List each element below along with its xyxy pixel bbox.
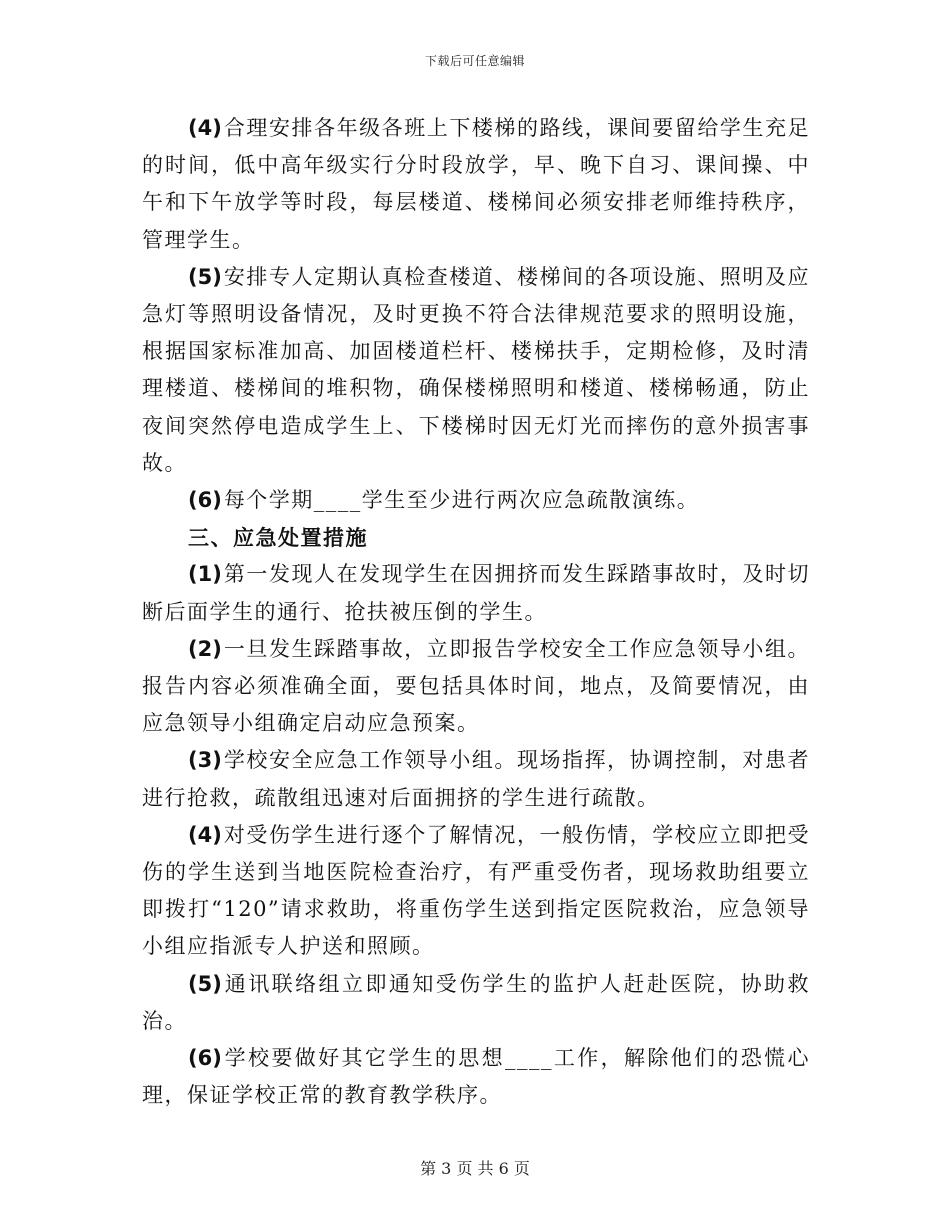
item-number: (3) [188,748,222,773]
item-number: (4) [188,822,222,847]
paragraph [142,482,810,519]
paragraph [142,556,810,630]
paragraph-text: 安排专人定期认真检查楼道、楼梯间的各项设施、照明及应急灯等照明设备情况，及时更换不符合法律规范要求的照明设施，根据国家标准加高、加固楼道栏杆、楼梯扶手，定期检修，及时清理楼道、楼梯间的堆积物，确保楼梯照明和楼道、楼梯畅通，防止夜间突然停电造成学生上、下楼梯时因无灯光而摔伤的意外损害事故。 [142,264,810,475]
item-number: (6) [188,1046,222,1071]
paragraph-text: 学校要做好其它学生的思想____工作，解除他们的恐慌心理，保证学校正常的教育教学秩序。 [142,1046,810,1108]
paragraph-text: 学校安全应急工作领导小组。现场指挥，协调控制，对患者进行抢救，疏散组迅速对后面拥挤的学生进行疏散。 [142,748,810,810]
paragraph [142,966,810,1040]
page-footer: 第 3 页 共 6 页 [420,1159,530,1178]
paragraph [142,742,810,816]
section-heading: 三、应急处置措施 [188,525,368,551]
paragraph-text: 对受伤学生进行逐个了解情况，一般伤情，学校应立即把受伤的学生送到当地医院检查治疗，有严重受伤者，现场救助组要立即拨打“120”请求救助，将重伤学生送到指定医院救治，应急领导小组应指派专人护送和照顾。 [142,822,810,959]
document-body [142,110,810,1114]
item-number: (5) [188,264,222,289]
item-number: (5) [188,971,222,996]
paragraph-text: 合理安排各年级各班上下楼梯的路线，课间要留给学生充足的时间，低中高年级实行分时段放学，早、晚下自习、课间操、中午和下午放学等时段，每层楼道、楼梯间必须安排老师维持秩序，管理学生。 [142,116,810,252]
paragraph-text: 通讯联络组立即通知受伤学生的监护人赶赴医院，协助救治。 [142,971,810,1033]
item-number: (2) [188,636,222,661]
paragraph [142,631,810,743]
item-number: (4) [188,116,222,140]
paragraph [142,110,810,259]
paragraph-text: 第一发现人在发现学生在因拥挤而发生踩踏事故时，及时切断后面学生的通行、抢扶被压倒的学生。 [142,562,810,624]
page-header: 下载后可任意编辑 [424,54,525,68]
paragraph [142,1040,810,1114]
paragraph [142,817,810,966]
paragraph-text: 每个学期____学生至少进行两次应急疏散演练。 [223,488,700,513]
paragraph-text: 一旦发生踩踏事故，立即报告学校安全工作应急领导小组。报告内容必须准确全面，要包括具体时间，地点，及简要情况，由应急领导小组确定启动应急预案。 [142,636,810,736]
paragraph [142,259,810,482]
item-number: (6) [188,488,222,513]
item-number: (1) [188,562,222,587]
